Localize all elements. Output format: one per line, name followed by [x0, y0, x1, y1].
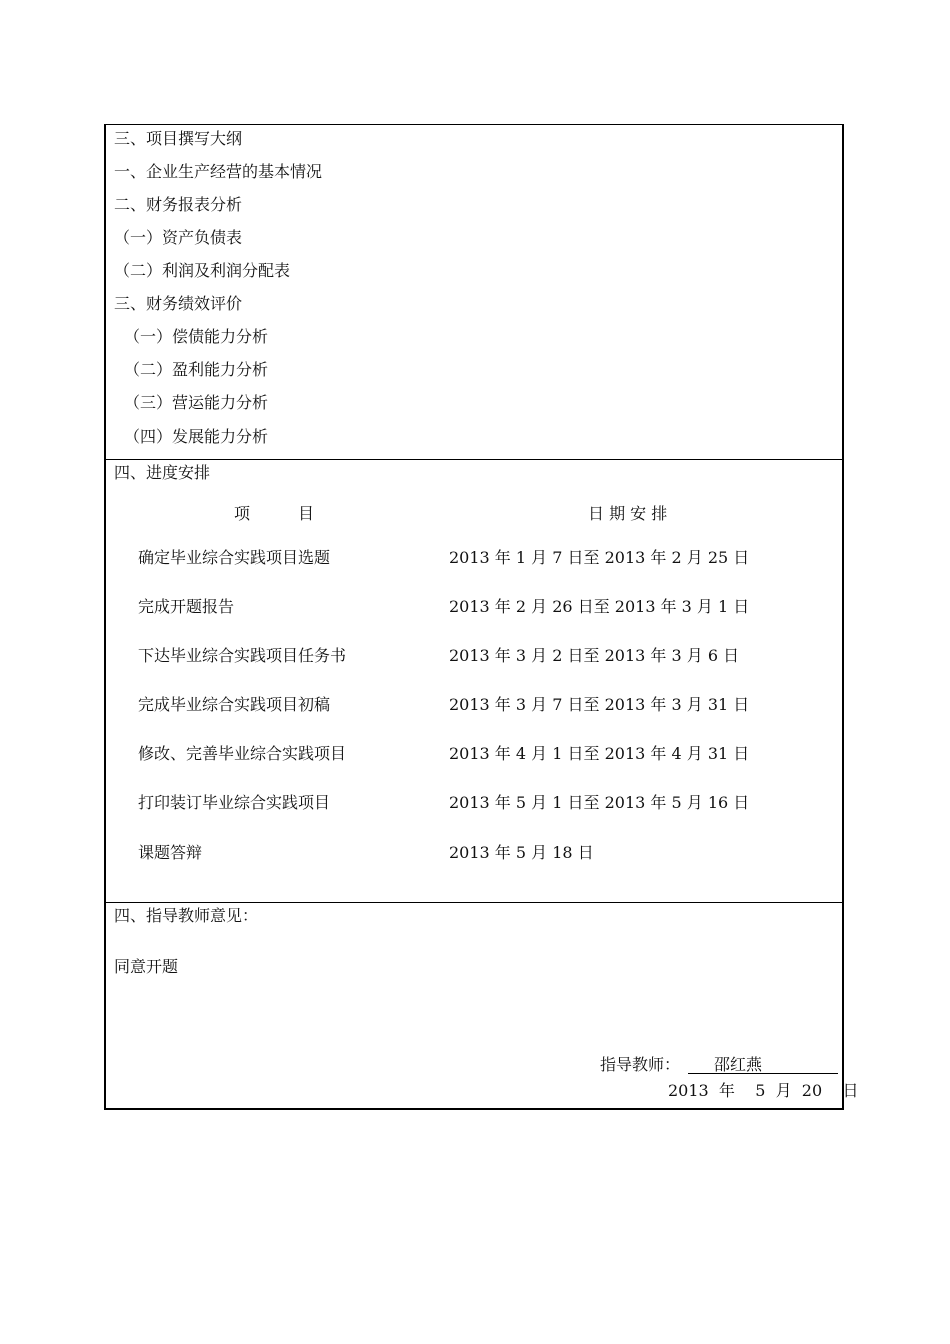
schedule-col-date: 日 期 安 排 [588, 504, 668, 523]
schedule-row-item: 打印装订毕业综合实践项目 [138, 793, 331, 812]
outline-heading: 三、项目撰写大纲 [114, 129, 243, 148]
outline-item: （二）利润及利润分配表 [114, 261, 291, 280]
outline-item: （三）营运能力分析 [124, 393, 269, 412]
schedule-row-date: 2013 年 5 月 18 日 [449, 843, 594, 862]
outline-item: （一）偿债能力分析 [124, 327, 269, 346]
outline-item: （二）盈利能力分析 [124, 360, 269, 379]
schedule-row-date: 2013 年 3 月 7 日至 2013 年 3 月 31 日 [449, 695, 750, 714]
opinion-date: 2013 年 5 月 20 日 [668, 1081, 859, 1100]
opinion-heading: 四、指导教师意见： [114, 906, 259, 925]
schedule-row-item: 完成毕业综合实践项目初稿 [138, 695, 331, 714]
outline-item: 一、企业生产经营的基本情况 [114, 162, 323, 181]
section-divider [106, 459, 842, 460]
schedule-row-item: 下达毕业综合实践项目任务书 [138, 646, 347, 665]
schedule-row-item: 完成开题报告 [138, 597, 235, 616]
schedule-row-item: 确定毕业综合实践项目选题 [138, 548, 331, 567]
form-table [104, 124, 859, 1110]
schedule-row-date: 2013 年 2 月 26 日至 2013 年 3 月 1 日 [449, 597, 750, 616]
signer-name: 邵红燕 [714, 1055, 763, 1074]
schedule-row-item: 修改、完善毕业综合实践项目 [138, 744, 347, 763]
schedule-heading: 四、进度安排 [114, 463, 211, 482]
schedule-row-item: 课题答辩 [138, 843, 203, 862]
schedule-row-date: 2013 年 4 月 1 日至 2013 年 4 月 31 日 [449, 744, 750, 763]
schedule-row-date: 2013 年 5 月 1 日至 2013 年 5 月 16 日 [449, 793, 750, 812]
section-divider [106, 902, 842, 903]
signer-label: 指导教师： [600, 1055, 681, 1074]
outline-item: 三、财务绩效评价 [114, 294, 243, 313]
outline-item: （四）发展能力分析 [124, 427, 269, 446]
outline-item: （一）资产负债表 [114, 228, 243, 247]
signature-underline [688, 1073, 838, 1074]
schedule-row-date: 2013 年 3 月 2 日至 2013 年 3 月 6 日 [449, 646, 740, 665]
outline-item: 二、财务报表分析 [114, 195, 243, 214]
schedule-row-date: 2013 年 1 月 7 日至 2013 年 2 月 25 日 [449, 548, 750, 567]
opinion-text: 同意开题 [114, 957, 179, 976]
schedule-col-item: 项 目 [234, 504, 315, 523]
